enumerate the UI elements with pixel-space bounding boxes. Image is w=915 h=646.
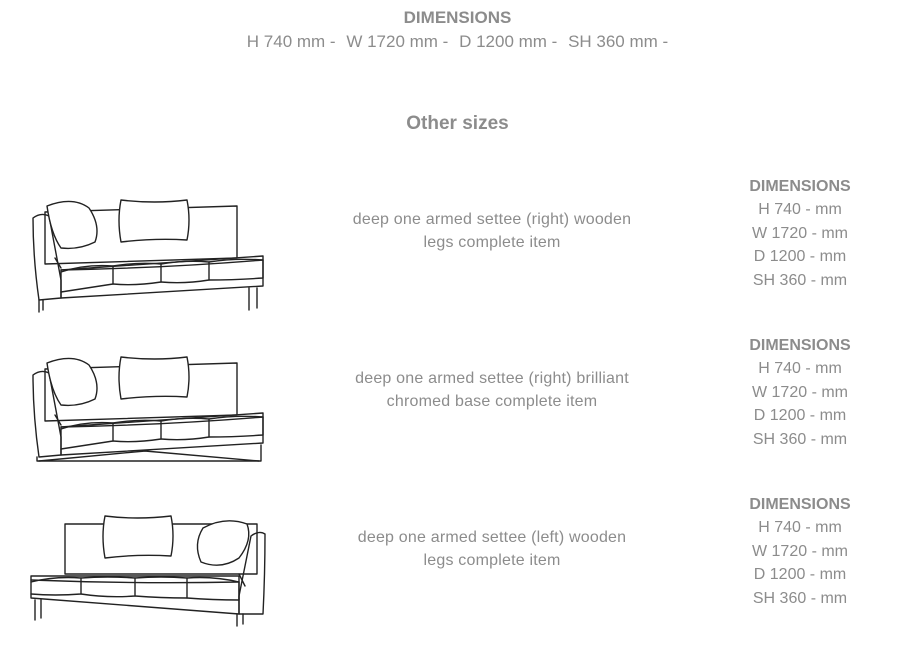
spec-width: W 1720 - mm [751, 542, 848, 560]
description-line: deep one armed settee (left) wooden [357, 529, 627, 546]
sofa-right-arm-chrome-base-icon [25, 355, 270, 475]
dim-height: H 740 mm - [246, 32, 336, 51]
description-line: legs complete item [423, 234, 561, 251]
spec-width: W 1720 - mm [751, 383, 848, 401]
item-dimensions [740, 176, 860, 292]
spec-seat-height: SH 360 - mm [752, 589, 848, 607]
size-option-row[interactable] [0, 170, 915, 320]
spec-seat-height: SH 360 - mm [752, 271, 848, 289]
dim-width: W 1720 mm - [346, 32, 449, 51]
description-line: chromed base complete item [386, 393, 598, 410]
item-description [332, 526, 652, 572]
spec-title: DIMENSIONS [749, 337, 851, 354]
dimensions-title: DIMENSIONS [403, 8, 512, 27]
spec-title: DIMENSIONS [749, 496, 851, 513]
item-dimensions [740, 494, 860, 610]
dimensions-values [0, 30, 915, 54]
item-dimensions [740, 335, 860, 451]
dimensions-header [0, 8, 915, 54]
spec-height: H 740 - mm [758, 360, 842, 377]
item-description [332, 367, 652, 413]
size-option-row[interactable] [0, 488, 915, 638]
spec-height: H 740 - mm [758, 201, 842, 218]
spec-depth: D 1200 - mm [753, 566, 847, 583]
sofa-right-arm-wooden-legs-icon [25, 198, 270, 318]
description-line: deep one armed settee (right) brilliant [355, 370, 629, 387]
item-description [332, 208, 652, 254]
description-line: legs complete item [423, 552, 561, 569]
spec-width: W 1720 - mm [751, 224, 848, 242]
spec-depth: D 1200 - mm [753, 407, 847, 424]
dim-seat-height: SH 360 mm - [568, 32, 669, 51]
other-sizes-heading: Other sizes [406, 113, 509, 134]
spec-title: DIMENSIONS [749, 178, 851, 195]
dim-depth: D 1200 mm - [459, 32, 558, 51]
size-option-row[interactable] [0, 329, 915, 479]
description-line: deep one armed settee (right) wooden [352, 211, 632, 228]
spec-height: H 740 - mm [758, 519, 842, 536]
sofa-left-arm-wooden-legs-icon [25, 514, 270, 634]
spec-depth: D 1200 - mm [753, 248, 847, 265]
spec-seat-height: SH 360 - mm [752, 430, 848, 448]
